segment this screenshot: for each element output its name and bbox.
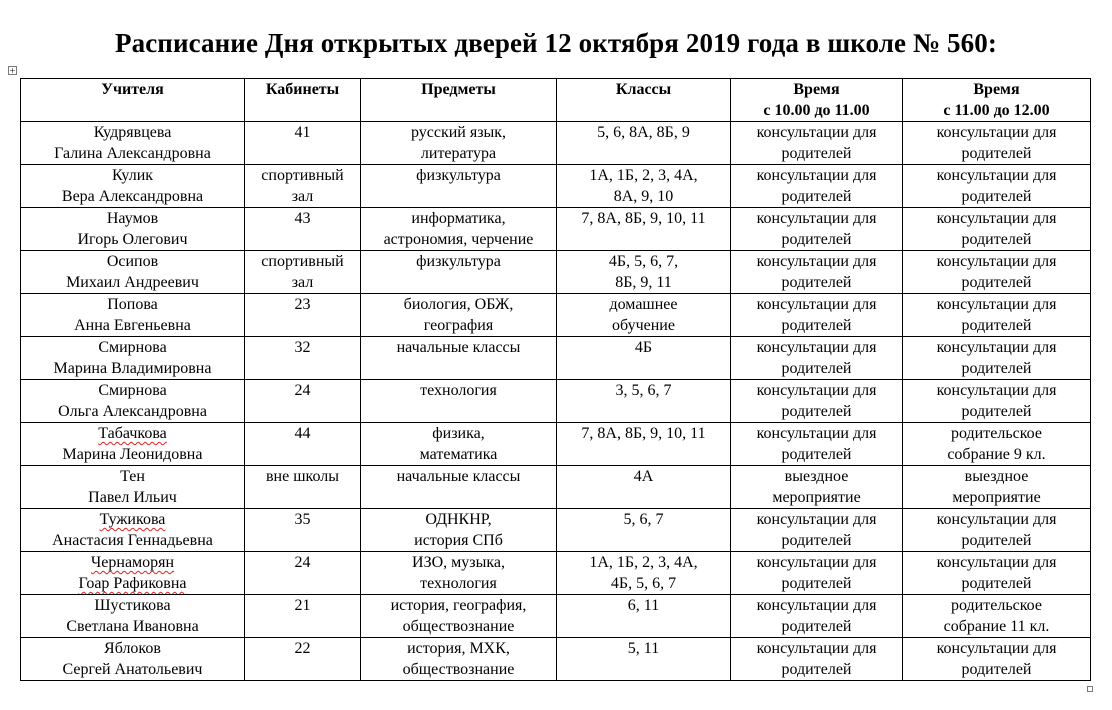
- cell-text: 8Б, 9, 11: [615, 274, 672, 291]
- cell-text: физика,: [432, 425, 485, 442]
- time-slot-1-cell: [731, 466, 903, 509]
- cell-text: родителей: [961, 403, 1032, 420]
- cell-text: Вера Александровна: [61, 188, 204, 205]
- cell-text: технология: [420, 575, 497, 592]
- header-teachers: [21, 79, 245, 122]
- cell-text: 41: [294, 124, 311, 141]
- cell-text: математика: [419, 446, 498, 463]
- header-time-2: [903, 79, 1091, 122]
- cell-text: родительское: [951, 597, 1042, 614]
- subjects-cell: [361, 509, 557, 552]
- table-header-row: [21, 79, 1091, 122]
- cell-text: 8А, 9, 10: [613, 188, 674, 205]
- cell-text: зал: [291, 274, 314, 291]
- table-body: [21, 122, 1091, 681]
- cell-text: родителей: [781, 274, 852, 291]
- time-slot-1-cell: [731, 251, 903, 294]
- time-slot-1-cell: [731, 595, 903, 638]
- cell-text: 6, 11: [627, 597, 660, 614]
- cell-text: 7, 8А, 8Б, 9, 10, 11: [581, 425, 706, 442]
- subjects-cell: [361, 294, 557, 337]
- table-row: [21, 595, 1091, 638]
- spellcheck-mark: Табачкова: [98, 425, 167, 442]
- cell-text: 1А, 1Б, 2, 3, 4А,: [589, 167, 698, 184]
- teacher-cell: [21, 380, 245, 423]
- cell-text: мероприятие: [952, 489, 1041, 506]
- cell-text: Тен: [120, 468, 145, 485]
- cell-text: родителей: [961, 188, 1032, 205]
- cell-text: 44: [294, 425, 311, 442]
- classes-cell: [557, 466, 731, 509]
- cell-text: 3, 5, 6, 7: [615, 382, 672, 399]
- room-cell: [245, 337, 361, 380]
- cell-text: 43: [294, 210, 311, 227]
- cell-text: обществознание: [402, 618, 515, 635]
- cell-text: Анна Евгеньевна: [74, 317, 191, 334]
- subjects-cell: [361, 208, 557, 251]
- subjects-cell: [361, 552, 557, 595]
- teacher-cell: [21, 638, 245, 681]
- cell-text: консультации для: [936, 167, 1057, 184]
- cell-text: русский язык,: [410, 124, 507, 141]
- cell-text: родителей: [781, 618, 852, 635]
- cell-text: Яблоков: [104, 640, 161, 657]
- cell-text: физкультура: [416, 167, 501, 184]
- teacher-cell: [21, 251, 245, 294]
- table-row: [21, 423, 1091, 466]
- time-slot-1-cell: [731, 552, 903, 595]
- teacher-cell: [21, 423, 245, 466]
- room-cell: [245, 251, 361, 294]
- subjects-cell: [361, 122, 557, 165]
- cell-text: консультации для: [936, 296, 1057, 313]
- spellcheck-mark: Чернаморян: [90, 554, 175, 571]
- cell-text: 4Б: [634, 339, 653, 356]
- cell-text: родителей: [781, 317, 852, 334]
- cell-text: Шустикова: [94, 597, 171, 614]
- cell-text: родителей: [781, 360, 852, 377]
- cell-text: география: [423, 317, 494, 334]
- room-cell: [245, 122, 361, 165]
- cell-text: астрономия, черчение: [383, 231, 534, 248]
- cell-text: литература: [420, 145, 497, 162]
- header-classes: [557, 79, 731, 122]
- cell-text: Осипов: [106, 253, 159, 270]
- cell-text: Кулик: [111, 167, 154, 184]
- room-cell: [245, 423, 361, 466]
- cell-text: консультации для: [756, 511, 877, 528]
- table-row: [21, 294, 1091, 337]
- cell-text: родителей: [781, 575, 852, 592]
- cell-text: 5, 11: [627, 640, 660, 657]
- time-slot-1-cell: [731, 122, 903, 165]
- cell-text: консультации для: [756, 640, 877, 657]
- teacher-cell: [21, 552, 245, 595]
- cell-text: родителей: [961, 231, 1032, 248]
- cell-text: родителей: [961, 575, 1032, 592]
- cell-text: 4А: [633, 468, 654, 485]
- time-slot-1-cell: [731, 294, 903, 337]
- header-text: Классы: [615, 81, 672, 98]
- header-rooms: [245, 79, 361, 122]
- table-row: [21, 380, 1091, 423]
- classes-cell: [557, 122, 731, 165]
- time-slot-2-cell: [903, 122, 1091, 165]
- subjects-cell: [361, 595, 557, 638]
- cell-text: обществознание: [402, 661, 515, 678]
- cell-text: консультации для: [756, 124, 877, 141]
- cell-text: консультации для: [756, 382, 877, 399]
- cell-text: родителей: [961, 145, 1032, 162]
- time-slot-1-cell: [731, 337, 903, 380]
- room-cell: [245, 165, 361, 208]
- cell-text: консультации для: [936, 640, 1057, 657]
- cell-text: родителей: [781, 403, 852, 420]
- room-cell: [245, 294, 361, 337]
- classes-cell: [557, 380, 731, 423]
- subjects-cell: [361, 466, 557, 509]
- cell-text: Наумов: [106, 210, 159, 227]
- cell-text: родителей: [781, 231, 852, 248]
- cell-text: консультации для: [756, 597, 877, 614]
- schedule-table: [20, 78, 1091, 681]
- cell-text: история, МХК,: [407, 640, 510, 657]
- time-slot-2-cell: [903, 251, 1091, 294]
- cell-text: [23, 552, 242, 573]
- cell-text: консультации для: [756, 425, 877, 442]
- cell-text: Михаил Андреевич: [66, 274, 199, 291]
- header-text: Предметы: [421, 81, 496, 98]
- cell-text: родителей: [781, 661, 852, 678]
- teacher-cell: [21, 122, 245, 165]
- cell-text: 24: [294, 554, 311, 571]
- cell-text: [23, 423, 242, 444]
- cell-text: физкультура: [416, 253, 501, 270]
- cell-text: история СПб: [414, 532, 503, 549]
- time-slot-2-cell: [903, 380, 1091, 423]
- cell-text: Галина Александровна: [54, 145, 211, 162]
- cell-text: родителей: [961, 661, 1032, 678]
- cell-text: Сергей Анатольевич: [62, 661, 203, 678]
- teacher-cell: [21, 466, 245, 509]
- classes-cell: [557, 251, 731, 294]
- cell-text: консультации для: [936, 554, 1057, 571]
- table-row: [21, 122, 1091, 165]
- cell-text: 21: [294, 597, 311, 614]
- time-slot-2-cell: [903, 509, 1091, 552]
- classes-cell: [557, 509, 731, 552]
- cell-text: Попова: [107, 296, 158, 313]
- teacher-cell: [21, 509, 245, 552]
- cell-text: информатика,: [411, 210, 506, 227]
- cell-text: консультации для: [936, 253, 1057, 270]
- page-title: Расписание Дня открытых дверей 12 октября 2019 года в школе № 560:: [115, 28, 997, 58]
- header-text: Кабинеты: [265, 81, 340, 98]
- subjects-cell: [361, 380, 557, 423]
- time-slot-1-cell: [731, 638, 903, 681]
- cell-text: консультации для: [756, 210, 877, 227]
- cell-text: консультации для: [936, 124, 1057, 141]
- cell-text: история, география,: [390, 597, 527, 614]
- cell-text: Светлана Ивановна: [66, 618, 199, 635]
- cell-text: Кудрявцева: [93, 124, 172, 141]
- cell-text: ИЗО, музыка,: [412, 554, 505, 571]
- cell-text: Марина Владимировна: [53, 360, 212, 377]
- cell-text: родительское: [951, 425, 1042, 442]
- classes-cell: [557, 165, 731, 208]
- header-text: Время: [793, 81, 840, 98]
- subjects-cell: [361, 638, 557, 681]
- cell-text: собрание 9 кл.: [947, 446, 1046, 463]
- cell-text: технология: [420, 382, 497, 399]
- cell-text: собрание 11 кл.: [943, 618, 1050, 635]
- cell-text: 1А, 1Б, 2, 3, 4А,: [589, 554, 698, 571]
- room-cell: [245, 595, 361, 638]
- cell-text: зал: [291, 188, 314, 205]
- room-cell: [245, 552, 361, 595]
- cell-text: 24: [294, 382, 311, 399]
- room-cell: [245, 638, 361, 681]
- cell-text: консультации для: [936, 511, 1057, 528]
- cell-text: выездное: [964, 468, 1029, 485]
- header-text: Время: [973, 81, 1020, 98]
- time-slot-2-cell: [903, 423, 1091, 466]
- classes-cell: [557, 294, 731, 337]
- cell-text: ОДНКНР,: [425, 511, 492, 528]
- cell-text: вне школы: [265, 468, 340, 485]
- classes-cell: [557, 337, 731, 380]
- cell-text: домашнее: [609, 296, 678, 313]
- subjects-cell: [361, 165, 557, 208]
- time-slot-1-cell: [731, 380, 903, 423]
- cell-text: 5, 6, 8А, 8Б, 9: [597, 124, 690, 141]
- cell-text: консультации для: [756, 167, 877, 184]
- time-slot-1-cell: [731, 165, 903, 208]
- cell-text: начальные классы: [396, 468, 521, 485]
- cell-text: Ольга Александровна: [58, 403, 207, 420]
- classes-cell: [557, 638, 731, 681]
- room-cell: [245, 509, 361, 552]
- cell-text: биология, ОБЖ,: [403, 296, 514, 313]
- cell-text: консультации для: [756, 554, 877, 571]
- cell-text: мероприятие: [772, 489, 861, 506]
- cell-text: обучение: [612, 317, 675, 334]
- cell-text: Смирнова: [98, 382, 167, 399]
- subjects-cell: [361, 423, 557, 466]
- cell-text: выездное: [784, 468, 849, 485]
- teacher-cell: [21, 337, 245, 380]
- cell-text: 23: [294, 296, 311, 313]
- table-row: [21, 251, 1091, 294]
- cell-text: консультации для: [936, 210, 1057, 227]
- table-resize-handle[interactable]: [1087, 686, 1093, 692]
- table-row: [21, 509, 1091, 552]
- time-slot-1-cell: [731, 509, 903, 552]
- teacher-cell: [21, 595, 245, 638]
- teacher-cell: [21, 294, 245, 337]
- cell-text: родителей: [781, 188, 852, 205]
- cell-text: спортивный: [261, 167, 344, 184]
- table-move-handle-icon[interactable]: +: [9, 66, 16, 75]
- room-cell: [245, 380, 361, 423]
- table-row: [21, 552, 1091, 595]
- spellcheck-mark: Гоар Рафиковна: [78, 575, 187, 592]
- room-cell: [245, 208, 361, 251]
- cell-text: родителей: [781, 446, 852, 463]
- cell-text: 32: [294, 339, 311, 356]
- cell-text: родителей: [961, 274, 1032, 291]
- cell-text: Анастасия Геннадьевна: [52, 532, 213, 549]
- time-slot-2-cell: [903, 595, 1091, 638]
- cell-text: консультации для: [756, 339, 877, 356]
- subjects-cell: [361, 337, 557, 380]
- time-slot-1-cell: [731, 423, 903, 466]
- cell-text: консультации для: [936, 382, 1057, 399]
- header-time-1: [731, 79, 903, 122]
- classes-cell: [557, 423, 731, 466]
- classes-cell: [557, 208, 731, 251]
- cell-text: спортивный: [261, 253, 344, 270]
- teacher-cell: [21, 165, 245, 208]
- time-slot-2-cell: [903, 165, 1091, 208]
- cell-text: 5, 6, 7: [623, 511, 664, 528]
- cell-text: 4Б, 5, 6, 7,: [608, 253, 679, 270]
- time-slot-2-cell: [903, 466, 1091, 509]
- classes-cell: [557, 552, 731, 595]
- header-text: с 11.00 до 12.00: [943, 102, 1050, 119]
- time-slot-2-cell: [903, 552, 1091, 595]
- cell-text: Игорь Олегович: [77, 231, 188, 248]
- cell-text: [23, 509, 242, 530]
- cell-text: родителей: [781, 532, 852, 549]
- cell-text: 22: [294, 640, 311, 657]
- spellcheck-mark: Тужикова: [99, 511, 166, 528]
- cell-text: 35: [294, 511, 311, 528]
- table-row: [21, 466, 1091, 509]
- room-cell: [245, 466, 361, 509]
- cell-text: родителей: [961, 317, 1032, 334]
- cell-text: [23, 573, 242, 594]
- header-subjects: [361, 79, 557, 122]
- time-slot-1-cell: [731, 208, 903, 251]
- table-row: [21, 165, 1091, 208]
- table-row: [21, 337, 1091, 380]
- classes-cell: [557, 595, 731, 638]
- time-slot-2-cell: [903, 337, 1091, 380]
- table-row: [21, 638, 1091, 681]
- cell-text: Смирнова: [98, 339, 167, 356]
- cell-text: родителей: [961, 360, 1032, 377]
- cell-text: 7, 8А, 8Б, 9, 10, 11: [581, 210, 706, 227]
- cell-text: консультации для: [936, 339, 1057, 356]
- header-text: с 10.00 до 11.00: [763, 102, 870, 119]
- cell-text: Павел Ильич: [88, 489, 177, 506]
- teacher-cell: [21, 208, 245, 251]
- cell-text: начальные классы: [396, 339, 521, 356]
- cell-text: 4Б, 5, 6, 7: [610, 575, 677, 592]
- subjects-cell: [361, 251, 557, 294]
- cell-text: Марина Леонидовна: [62, 446, 203, 463]
- cell-text: консультации для: [756, 253, 877, 270]
- header-text: Учителя: [101, 81, 164, 98]
- cell-text: родителей: [781, 145, 852, 162]
- time-slot-2-cell: [903, 294, 1091, 337]
- time-slot-2-cell: [903, 208, 1091, 251]
- table-row: [21, 208, 1091, 251]
- time-slot-2-cell: [903, 638, 1091, 681]
- cell-text: родителей: [961, 532, 1032, 549]
- cell-text: консультации для: [756, 296, 877, 313]
